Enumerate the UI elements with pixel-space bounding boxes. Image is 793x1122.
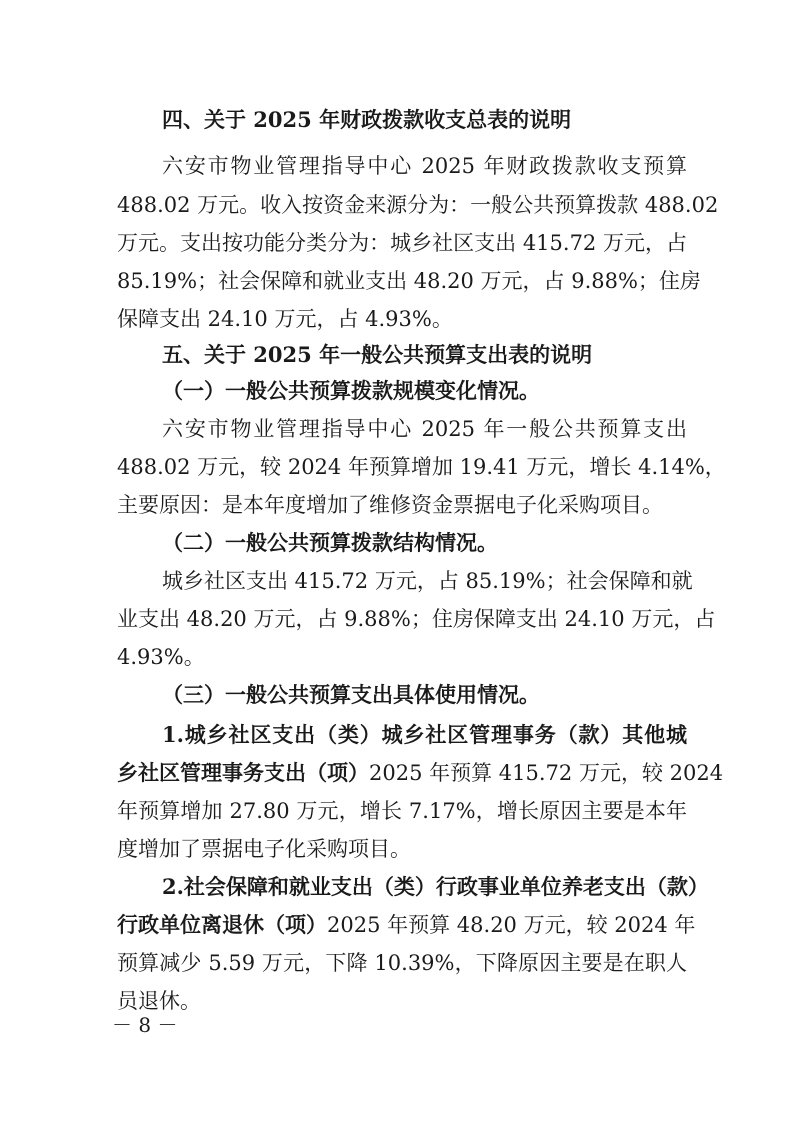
paragraph-line: 主要原因：是本年度增加了维修资金票据电子化采购项目。 bbox=[117, 493, 663, 517]
paragraph-line-mixed bbox=[117, 911, 696, 939]
paragraph-line: 六安市物业管理指导中心 2025 年财政拨款收支预算 bbox=[162, 154, 687, 178]
paragraph-line: 年预算增加 27.80 万元，增长 7.17%，增长原因主要是本年 bbox=[117, 799, 687, 823]
item-title-bold: 乡社区管理事务支出（项） bbox=[117, 760, 369, 785]
paragraph-line: 六安市物业管理指导中心 2025 年一般公共预算支出 bbox=[162, 417, 687, 441]
item-heading-line: 1.城乡社区支出（类）城乡社区管理事务（款）其他城 bbox=[162, 722, 687, 747]
page-number: － 8 － bbox=[112, 1013, 178, 1037]
paragraph-line: 488.02 万元，较 2024 年预算增加 19.41 万元，增长 4.14%， bbox=[117, 455, 726, 479]
subsection-heading-three: （三）一般公共预算支出具体使用情况。 bbox=[162, 683, 540, 707]
item-text: 2025 年预算 48.20 万元，较 2024 年 bbox=[327, 913, 696, 937]
section-heading-five: 五、关于 2025 年一般公共预算支出表的说明 bbox=[162, 342, 593, 367]
paragraph-line: 预算减少 5.59 万元，下降 10.39%，下降原因主要是在职人 bbox=[117, 951, 687, 975]
paragraph-line: 85.19%；社会保障和就业支出 48.20 万元，占 9.88%；住房 bbox=[117, 269, 701, 293]
paragraph-line: 城乡社区支出 415.72 万元，占 85.19%；社会保障和就 bbox=[162, 569, 693, 593]
item-heading-line: 2.社会保障和就业支出（类）行政事业单位养老支出（款） bbox=[162, 874, 709, 899]
paragraph-line: 4.93%。 bbox=[117, 645, 205, 669]
paragraph-line: 488.02 万元。收入按资金来源分为：一般公共预算拨款 488.02 bbox=[117, 193, 719, 217]
paragraph-line: 度增加了票据电子化采购项目。 bbox=[117, 837, 411, 861]
paragraph-line-mixed bbox=[117, 759, 724, 787]
paragraph-line: 员退休。 bbox=[117, 989, 201, 1013]
paragraph-line: 保障支出 24.10 万元，占 4.93%。 bbox=[117, 307, 453, 331]
item-title-bold: 行政单位离退休（项） bbox=[117, 912, 327, 937]
subsection-heading-two: （二）一般公共预算拨款结构情况。 bbox=[162, 531, 498, 555]
section-heading-four: 四、关于 2025 年财政拨款收支总表的说明 bbox=[162, 107, 572, 132]
subsection-heading-one: （一）一般公共预算拨款规模变化情况。 bbox=[162, 379, 540, 403]
paragraph-line: 万元。支出按功能分类分为：城乡社区支出 415.72 万元，占 bbox=[117, 231, 687, 255]
paragraph-line: 业支出 48.20 万元，占 9.88%；住房保障支出 24.10 万元，占 bbox=[117, 607, 716, 631]
item-text: 2025 年预算 415.72 万元，较 2024 bbox=[369, 761, 724, 785]
